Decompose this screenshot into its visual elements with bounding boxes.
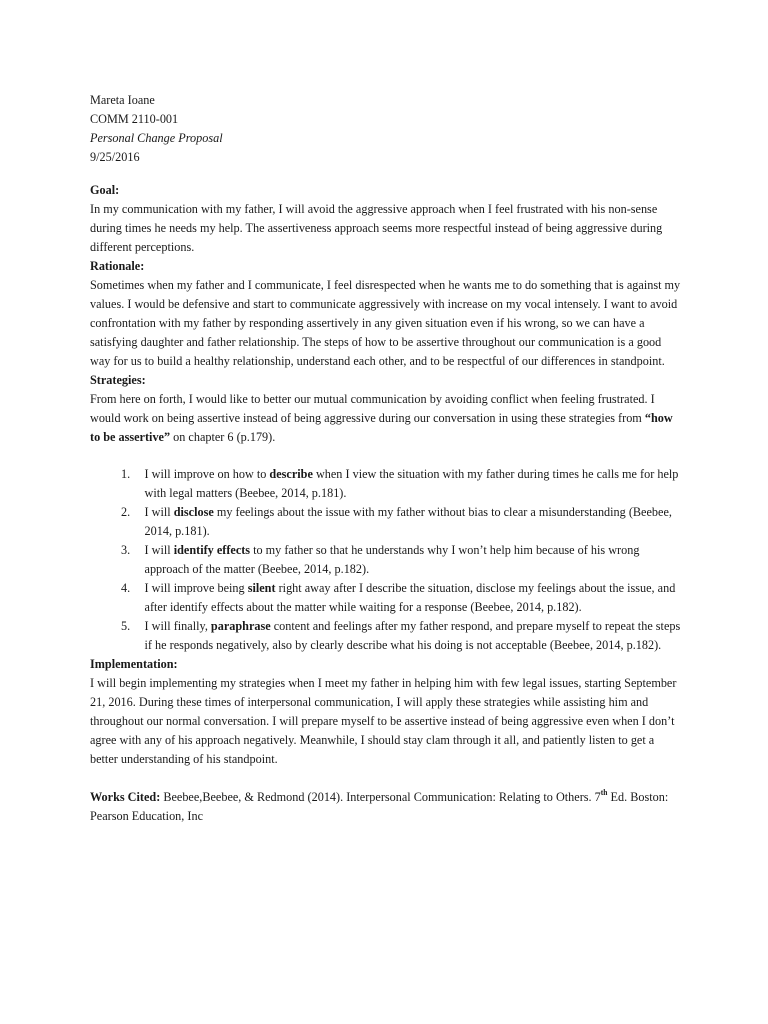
list-item-text: when I view the situation with my father during times he calls me for help with legal matters (Beebee, 2014, p.181). [144, 466, 679, 500]
list-item-keyword: paraphrase [210, 618, 271, 633]
list-item-text: I will [144, 504, 174, 519]
list-item-text: I will improve being [144, 580, 248, 595]
list-item-keyword: describe [269, 466, 313, 481]
strategies-intro-end: on chapter 6 (p.179). [170, 429, 276, 444]
strategies-list [90, 464, 680, 654]
works-cited-superscript: th [600, 788, 608, 797]
rationale-heading: Rationale: [90, 258, 145, 273]
list-item [133, 502, 680, 540]
list-item-text: to my father so that he understands why I won’t help him because of his wrong approach of the matter (Beebee, 2014, p.182). [144, 542, 640, 576]
implementation-text: I will begin implementing my strategies when I meet my father in helping him with few legal issues, starting September 21, 2016. During these times of interpersonal communication, I will apply these strategies while assisting him and throughout our normal conversation. I will prepare myself to be assertive instead of being aggressive even when I don’t agree with any of his approach negatively. Meanwhile, I should stay clam through it all, and patiently listen to get a better understanding of his standpoint. [90, 675, 677, 766]
author-name: Mareta Ioane [90, 92, 155, 107]
list-item [133, 464, 680, 502]
list-item-text: I will finally, [144, 618, 211, 633]
strategies-intro-bold: “how to be assertive” [90, 410, 673, 444]
list-item-keyword: disclose [173, 504, 214, 519]
works-cited-label: Works Cited: [90, 789, 161, 804]
strategies-heading: Strategies: [90, 372, 146, 387]
strategies-section [90, 370, 680, 654]
implementation-heading: Implementation: [90, 656, 178, 671]
document-date: 9/25/2016 [90, 149, 140, 164]
strategies-intro-text: From here on forth, I would like to better our mutual communication by avoiding conflict when feeling frustrated. I would work on being assertive instead of being aggressive during our conversation in using these strategies from [90, 391, 655, 425]
list-item-text: I will improve on how to [144, 466, 270, 481]
list-item-text: my feelings about the issue with my father without bias to clear a misunderstanding (Beebee, 2014, p.181). [144, 504, 672, 538]
list-item [133, 616, 680, 654]
goal-section [90, 180, 680, 256]
implementation-section [90, 654, 680, 768]
list-item-text: I will [144, 542, 174, 557]
works-cited-text: Beebee,Beebee, & Redmond (2014). Interpersonal Communication: Relating to Others. 7 [160, 789, 601, 804]
goal-text: In my communication with my father, I will avoid the aggressive approach when I feel frustrated with his non-sense during times he needs my help. The assertiveness approach seems more respectful instead of being aggressive during different perceptions. [90, 201, 663, 254]
document-title: Personal Change Proposal [90, 130, 223, 145]
works-cited-text-end: Ed. Boston: Pearson Education, Inc [90, 789, 669, 823]
document-header [90, 90, 680, 166]
list-item [133, 540, 680, 578]
list-item-text: right away after I describe the situation, disclose my feelings about the issue, and after identify effects about the matter while waiting for a response (Beebee, 2014, p.182). [144, 580, 676, 614]
rationale-section [90, 256, 680, 370]
list-item [133, 578, 680, 616]
list-item-keyword: identify effects [173, 542, 251, 557]
works-cited [90, 787, 680, 825]
goal-heading: Goal: [90, 182, 120, 197]
rationale-text: Sometimes when my father and I communicate, I feel disrespected when he wants me to do something that is against my values. I would be defensive and start to communicate aggressively with increase on my vocal intensely. I want to avoid confrontation with my father by responding assertively in any given situation even if his wrong, so we can have a satisfying daughter and father relationship. The steps of how to be assertive throughout our communication is a good way for us to build a healthy relationship, understand each other, and to be respectful of our differences in standpoint. [90, 277, 681, 368]
list-item-keyword: silent [247, 580, 276, 595]
course-code: COMM 2110-001 [90, 111, 179, 126]
document-page [90, 90, 680, 825]
strategies-intro [90, 389, 680, 446]
list-item-text: content and feelings after my father respond, and prepare myself to repeat the steps if he responds negatively, also by clearly describe what his doing is not acceptable (Beebee, 2014, p.182). [144, 618, 681, 652]
